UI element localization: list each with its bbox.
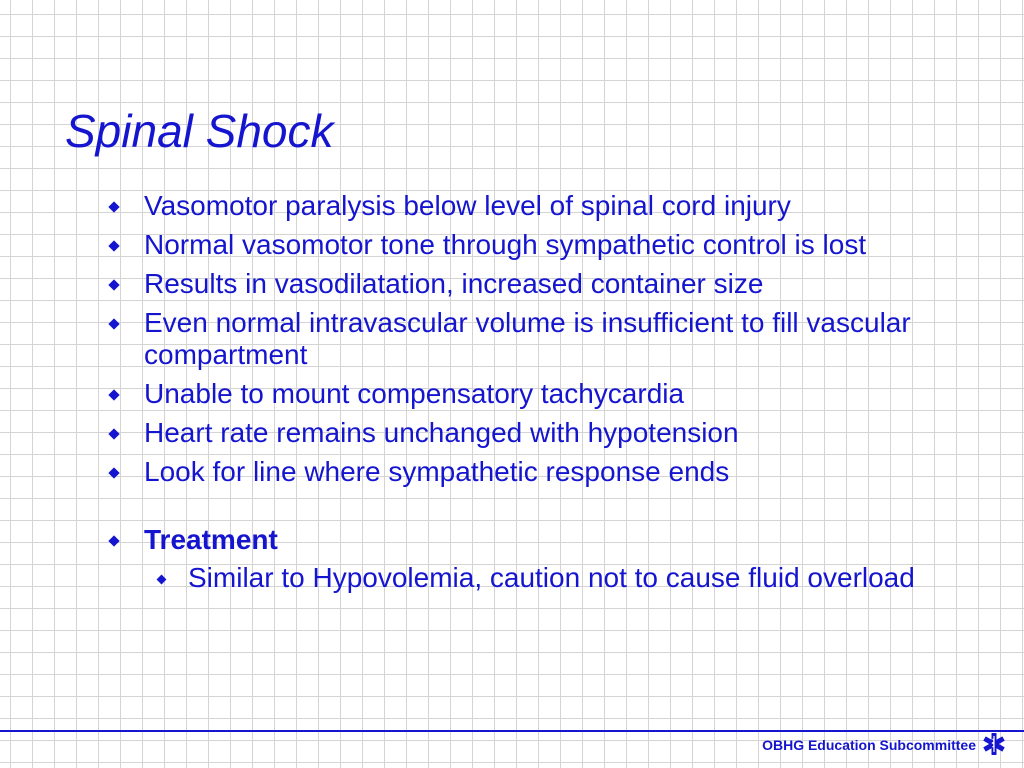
- diamond-bullet-icon: [108, 240, 119, 251]
- bullet-item: [100, 190, 950, 222]
- diamond-bullet-icon: [108, 428, 119, 439]
- sub-bullet-list: [144, 562, 950, 594]
- bullet-text: Even normal intravascular volume is insufficient to fill vascular compartment: [144, 307, 911, 370]
- bullet-text: Normal vasomotor tone through sympathetic control is lost: [144, 229, 867, 260]
- bullet-list: [100, 190, 950, 601]
- bullet-text: Heart rate remains unchanged with hypotension: [144, 417, 739, 448]
- treatment-heading: Treatment: [144, 524, 278, 555]
- diamond-bullet-icon: [157, 575, 167, 585]
- diamond-bullet-icon: [108, 389, 119, 400]
- diamond-bullet-icon: [108, 467, 119, 478]
- diamond-bullet-icon: [108, 318, 119, 329]
- bullet-item: [100, 307, 950, 371]
- footer-divider: [0, 730, 1024, 732]
- diamond-bullet-icon: [108, 201, 119, 212]
- bullet-item-treatment: [100, 524, 950, 594]
- bullet-text: Look for line where sympathetic response ends: [144, 456, 730, 487]
- bullet-item: [100, 378, 950, 410]
- bullet-text: Vasomotor paralysis below level of spinal cord injury: [144, 190, 791, 221]
- bullet-item: [100, 268, 950, 300]
- bullet-text: Results in vasodilatation, increased container size: [144, 268, 764, 299]
- bullet-item: [100, 229, 950, 261]
- bullet-text: Unable to mount compensatory tachycardia: [144, 378, 685, 409]
- footer-text: OBHG Education Subcommittee: [762, 737, 976, 753]
- sub-bullet-text: Similar to Hypovolemia, caution not to cause fluid overload: [188, 562, 915, 593]
- bullet-item: [100, 417, 950, 449]
- diamond-bullet-icon: [108, 535, 119, 546]
- bullet-item: [100, 456, 950, 488]
- sub-bullet-item: [144, 562, 950, 594]
- diamond-bullet-icon: [108, 279, 119, 290]
- star-of-life-icon: [982, 732, 1006, 756]
- slide-title: Spinal Shock: [65, 105, 334, 157]
